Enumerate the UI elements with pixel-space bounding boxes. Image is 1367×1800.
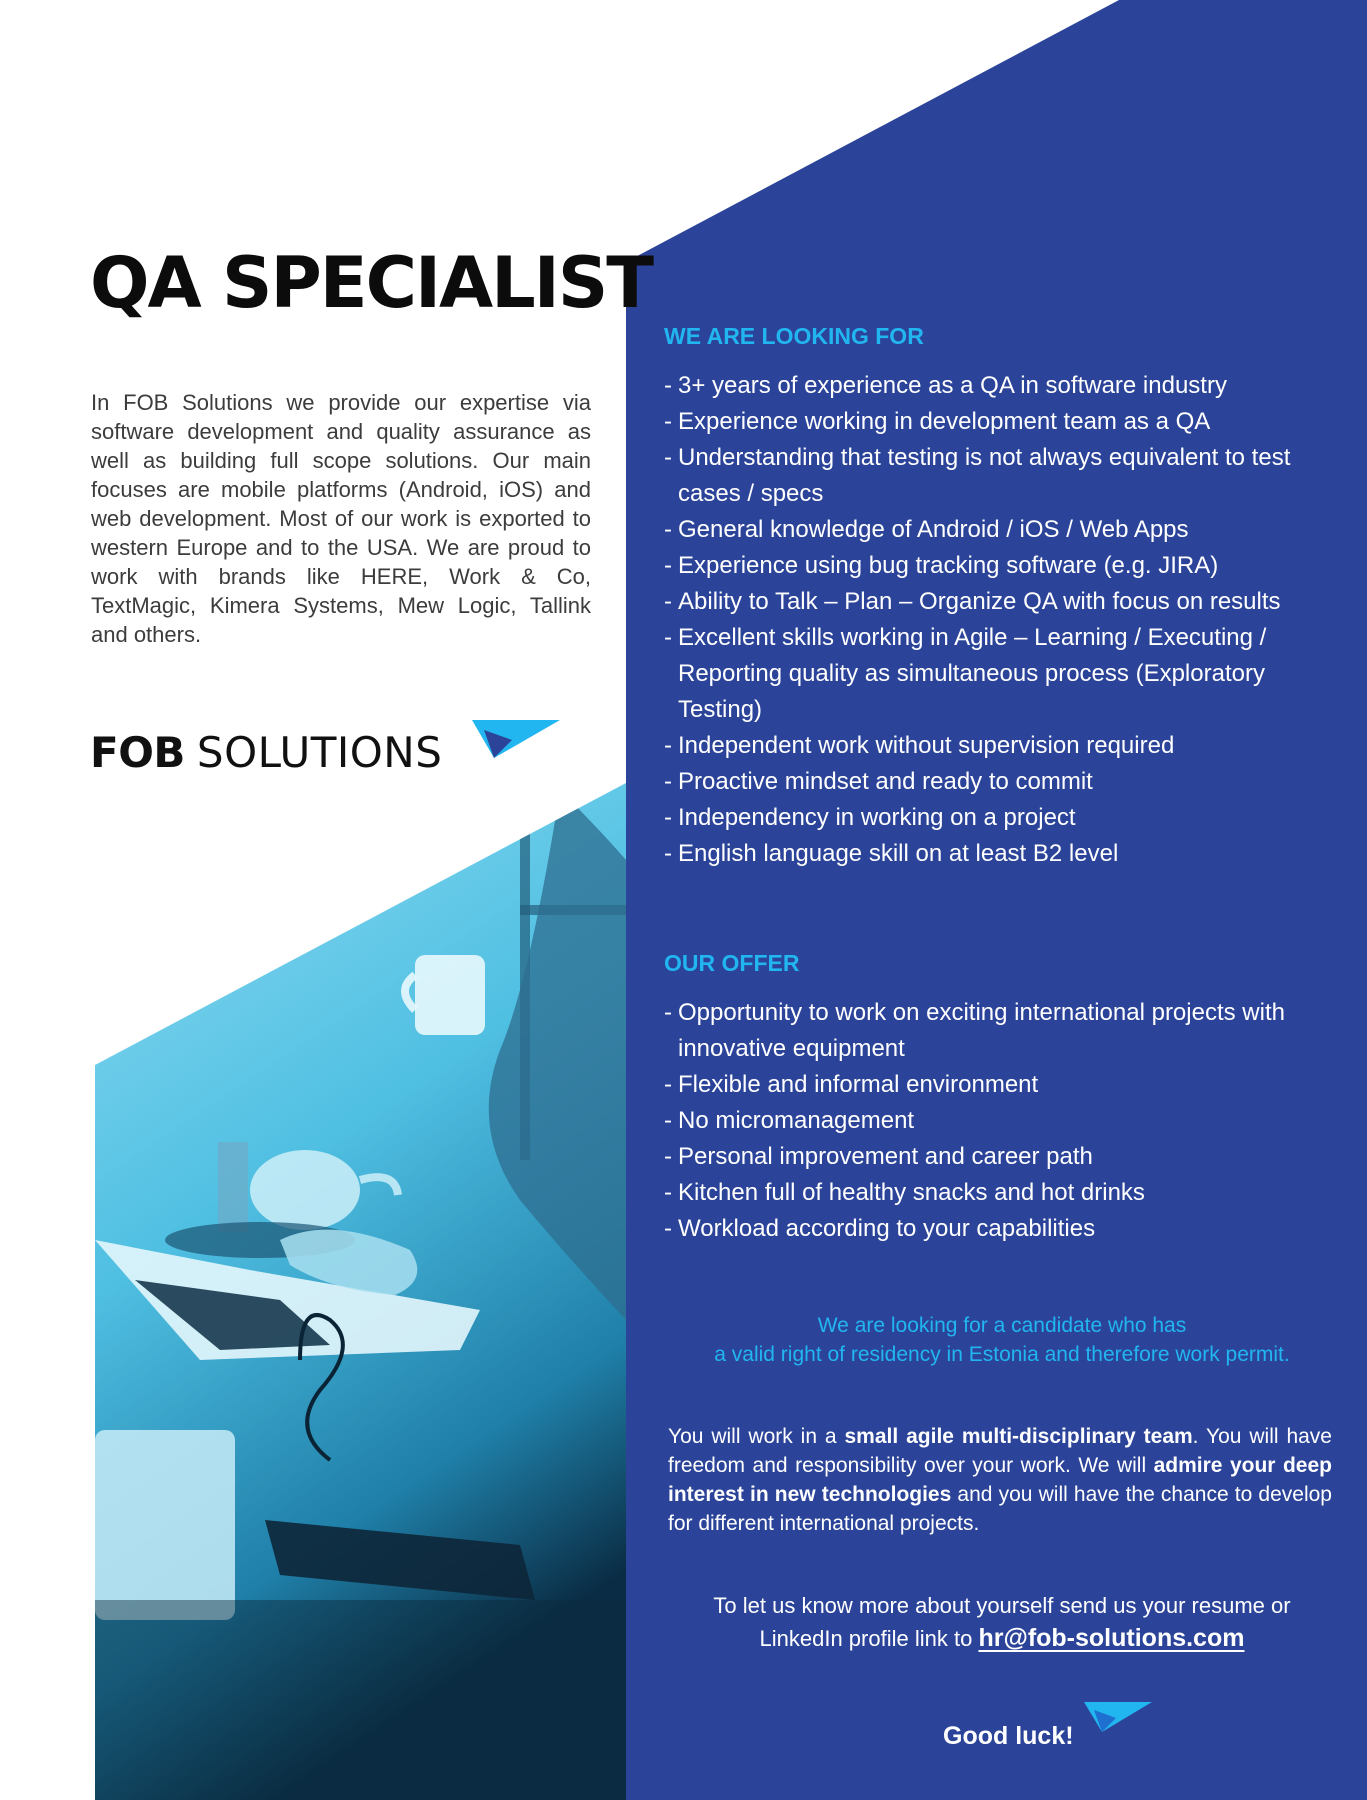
team-bold: small agile multi-disciplinary team (844, 1425, 1193, 1448)
notice-line-2: a valid right of residency in Estonia and therefore work permit. (714, 1343, 1290, 1366)
team-text: You will work in a (668, 1425, 845, 1448)
intro-paragraph: In FOB Solutions we provide our expertise via software development and quality assurance as well as building full scope solutions. Our main focuses are mobile platforms (Android, iOS) and web development. Most of our work is exported to western Europe and to the USA. We are proud to work with brands like HERE, Work & Co, TextMagic, Kimera Systems, Mew Logic, Tallink and others. (91, 390, 591, 647)
page-title: QA SPECIALIST (90, 242, 652, 324)
photo-area (95, 780, 630, 1800)
list-item: - Workload according to your capabilities (664, 1211, 1334, 1247)
residency-notice (664, 1311, 1340, 1369)
list-item: - Proactive mindset and ready to commit (664, 764, 1334, 800)
list-item: - Experience working in development team as a QA (664, 404, 1334, 440)
list-item: - Personal improvement and career path (664, 1139, 1334, 1175)
logo-light: SOLUTIONS (196, 727, 443, 777)
contact-paragraph (664, 1589, 1340, 1655)
offer-heading: OUR OFFER (664, 950, 800, 976)
notice-line-1: We are looking for a candidate who has (817, 1314, 1187, 1337)
team-bold: admire your deep interest in new technologies (668, 1454, 1332, 1506)
good-luck-text: Good luck! (943, 1722, 1074, 1750)
list-item: - Excellent skills working in Agile – Learning / Executing / Reporting quality as simultaneous process (Exploratory Testing) (664, 620, 1334, 728)
fob-solutions-logo (90, 722, 442, 782)
list-item: - Flexible and informal environment (664, 1067, 1334, 1103)
list-item: - Opportunity to work on exciting international projects with innovative equipment (664, 995, 1334, 1067)
list-item: - Ability to Talk – Plan – Organize QA with focus on results (664, 584, 1334, 620)
paper-plane-icon (472, 720, 562, 762)
requirements-list (664, 368, 1334, 872)
list-item: - 3+ years of experience as a QA in software industry (664, 368, 1334, 404)
contact-line-1: To let us know more about yourself send us your resume or (713, 1593, 1291, 1618)
list-item: - General knowledge of Android / iOS / Web Apps (664, 512, 1334, 548)
list-item: - Understanding that testing is not always equivalent to test cases / specs (664, 440, 1334, 512)
list-item: - Kitchen full of healthy snacks and hot drinks (664, 1175, 1334, 1211)
list-item: - Independency in working on a project (664, 800, 1334, 836)
email-link[interactable]: hr@fob-solutions.com (978, 1624, 1245, 1652)
list-item: - No micromanagement (664, 1103, 1334, 1139)
contact-line-2: LinkedIn profile link to (759, 1626, 973, 1651)
list-item: - English language skill on at least B2 level (664, 836, 1334, 872)
offer-list (664, 995, 1334, 1247)
team-text: and you will have the chance to develop for different international projects. (668, 1483, 1332, 1535)
logo-strong: FOB (90, 727, 185, 777)
team-paragraph (668, 1422, 1332, 1538)
looking-for-heading: WE ARE LOOKING FOR (664, 323, 924, 349)
team-text: . You will have freedom and responsibility over your work. We will (668, 1425, 1332, 1477)
list-item: - Independent work without supervision required (664, 728, 1334, 764)
paper-plane-icon (1084, 1702, 1154, 1734)
list-item: - Experience using bug tracking software (e.g. JIRA) (664, 548, 1334, 584)
